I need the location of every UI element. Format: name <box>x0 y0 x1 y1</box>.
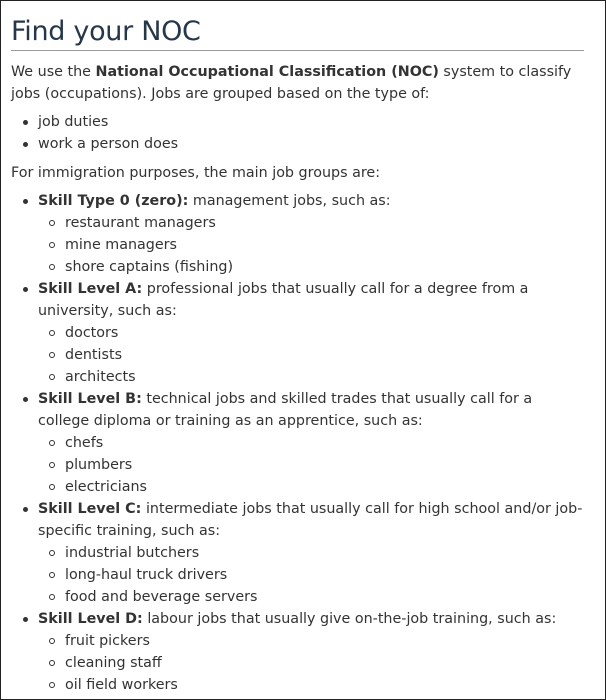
job-example: fruit pickers <box>38 630 587 652</box>
job-group-description: management jobs, such as: <box>188 193 391 209</box>
job-group-label: Skill Level C: <box>38 501 142 517</box>
job-example: restaurant managers <box>38 212 587 234</box>
job-example: cleaning staff <box>38 652 587 674</box>
job-examples-list <box>38 212 587 278</box>
job-example: mine managers <box>38 234 587 256</box>
job-group-description: intermediate jobs that usually call for high school and/or job-specific training, such as: <box>38 501 583 539</box>
job-examples-list <box>38 630 587 696</box>
job-group-description: labour jobs that usually give on-the-job training, such as: <box>142 611 557 627</box>
intro-text-after: system to classify jobs (occupations). Jobs are grouped based on the type of: <box>11 64 572 102</box>
job-group-label: Skill Level A: <box>38 281 143 297</box>
main-content <box>11 15 587 696</box>
job-group-label: Skill Level D: <box>38 611 143 627</box>
criteria-item: work a person does <box>11 133 587 155</box>
job-example: architects <box>38 366 587 388</box>
criteria-item: job duties <box>11 111 587 133</box>
job-example: chefs <box>38 432 587 454</box>
intro-text-before: We use the <box>11 64 96 80</box>
job-group-skill-level-b <box>11 388 587 498</box>
job-group-skill-level-d <box>11 608 587 696</box>
job-group-skill-level-c <box>11 498 587 608</box>
job-group-label: Skill Level B: <box>38 391 142 407</box>
job-examples-list <box>38 542 587 608</box>
job-example: plumbers <box>38 454 587 476</box>
intro-noc-term: National Occupational Classification (NOC) <box>95 64 439 80</box>
job-examples-list <box>38 432 587 498</box>
intro-paragraph <box>11 61 587 105</box>
job-group-description: professional jobs that usually call for a degree from a university, such as: <box>38 281 529 319</box>
job-example: dentists <box>38 344 587 366</box>
job-example: industrial butchers <box>38 542 587 564</box>
criteria-list <box>11 111 587 155</box>
job-groups-list <box>11 190 587 696</box>
job-example: food and beverage servers <box>38 586 587 608</box>
job-group-skill-level-a <box>11 278 587 388</box>
page-title: Find your NOC <box>11 15 584 51</box>
job-examples-list <box>38 322 587 388</box>
job-group-label: Skill Type 0 (zero): <box>38 193 189 209</box>
job-example: shore captains (fishing) <box>38 256 587 278</box>
job-example: long-haul truck drivers <box>38 564 587 586</box>
job-example: oil field workers <box>38 674 587 696</box>
job-group-description: technical jobs and skilled trades that usually call for a college diploma or training as an apprentice, such as: <box>38 391 533 429</box>
job-group-skill-type-0 <box>11 190 587 278</box>
job-example: electricians <box>38 476 587 498</box>
groups-intro-paragraph: For immigration purposes, the main job groups are: <box>11 165 381 181</box>
job-example: doctors <box>38 322 587 344</box>
